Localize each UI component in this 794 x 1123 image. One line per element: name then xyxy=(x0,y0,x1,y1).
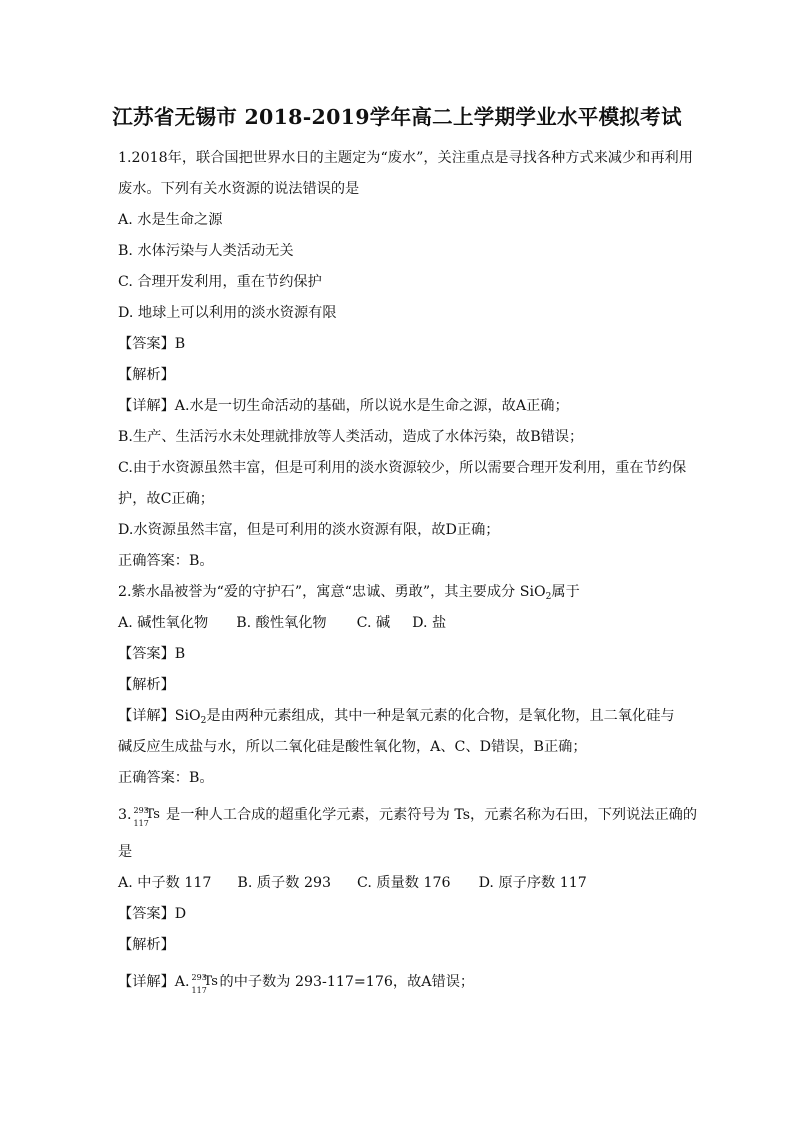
q2-option-c: C. 碱 xyxy=(356,615,391,631)
q1-detail-line1: 【详解】A.水是一切生命活动的基础，所以说水是生命之源，故A正确； xyxy=(118,398,569,414)
q1-option-c: C. 合理开发利用，重在节约保护 xyxy=(118,274,322,290)
q3-detail-line1 xyxy=(118,973,475,995)
q3-stem xyxy=(118,806,698,828)
q3-number: 3. xyxy=(118,807,132,823)
q3-stem-line2: 是 xyxy=(118,844,133,860)
q1-detail-line4: 护，故C正确； xyxy=(118,491,214,507)
q1-analysis-heading: 【解析】 xyxy=(118,367,175,383)
q3-detail-nuclide xyxy=(190,973,220,995)
q3-option-c: C. 质量数 176 xyxy=(357,875,451,891)
q2-options xyxy=(118,614,446,632)
q3-options xyxy=(118,874,587,892)
q3-detail-mass-number: 293 xyxy=(191,973,207,982)
q3-option-b: B. 质子数 293 xyxy=(237,875,332,891)
q3-detail-prefix: 【详解】A. xyxy=(118,974,190,990)
q3-mass-number: 293 xyxy=(133,806,149,815)
q1-detail-line2: B.生产、生活污水未处理就排放等人类活动，造成了水体污染，故B错误； xyxy=(118,429,584,445)
q2-correct-answer: 正确答案：B。 xyxy=(118,770,214,786)
q2-detail-line1 xyxy=(118,707,675,730)
q3-answer: 【答案】D xyxy=(118,906,187,922)
q1-detail-line5: D.水资源虽然丰富，但是可利用的淡水资源有限，故D正确； xyxy=(118,522,500,538)
q2-detail-text: 【详解】SiO xyxy=(118,708,201,724)
q3-option-d: D. 原子序数 117 xyxy=(478,875,587,891)
q1-stem-line1: 1.2018年，联合国把世界水日的主题定为“废水”，关注重点是寻找各种方式来减少和再利用 xyxy=(118,150,693,166)
q2-stem xyxy=(118,583,580,606)
q2-detail-line2: 碱反应生成盐与水，所以二氧化硅是酸性氧化物，A、C、D错误，B正确； xyxy=(118,739,587,755)
q3-detail-element-symbol: Ts xyxy=(203,974,218,989)
q3-option-a: A. 中子数 117 xyxy=(118,875,212,891)
q3-detail-text: 的中子数为 293-117=176，故A错误； xyxy=(219,974,475,990)
q1-option-a: A. 水是生命之源 xyxy=(118,212,223,228)
q2-detail-subscript: 2 xyxy=(200,716,207,726)
q1-stem-line2: 废水。下列有关水资源的说法错误的是 xyxy=(118,181,360,197)
q1-option-d: D. 地球上可以利用的淡水资源有限 xyxy=(118,305,337,321)
q1-detail-line3: C.由于水资源虽然丰富，但是可利用的淡水资源较少，所以需要合理开发利用，重在节约保 xyxy=(118,460,687,476)
q2-option-a: A. 碱性氧化物 xyxy=(118,615,209,631)
q1-answer: 【答案】B xyxy=(118,336,186,352)
q2-detail-suffix: 是由两种元素组成，其中一种是氧元素的化合物，是氧化物，且二氧化硅与 xyxy=(206,708,675,724)
q2-answer: 【答案】B xyxy=(118,646,186,662)
q3-atomic-number: 117 xyxy=(133,819,149,828)
q2-stem-text: 2.紫水晶被誉为“爱的守护石”，寓意“忠诚、勇敢”，其主要成分 SiO xyxy=(118,584,546,600)
q3-analysis-heading: 【解析】 xyxy=(118,937,175,953)
q3-detail-atomic-number: 117 xyxy=(191,986,207,995)
q3-stem-text: 是一种人工合成的超重化学元素，元素符号为 Ts，元素名称为石田，下列说法正确的 xyxy=(161,807,698,823)
q2-option-b: B. 酸性氧化物 xyxy=(236,615,327,631)
q2-analysis-heading: 【解析】 xyxy=(118,677,175,693)
q2-option-d: D. 盐 xyxy=(412,615,447,631)
q2-stem-suffix: 属于 xyxy=(551,584,580,600)
q3-nuclide-notation xyxy=(132,806,162,828)
q3-element-symbol: Ts xyxy=(145,807,160,822)
q1-correct-answer: 正确答案：B。 xyxy=(118,553,214,569)
exam-title: 江苏省无锡市 2018-2019学年高二上学期学业水平模拟考试 xyxy=(112,105,682,129)
q1-option-b: B. 水体污染与人类活动无关 xyxy=(118,243,294,259)
q2-stem-subscript: 2 xyxy=(545,592,552,602)
